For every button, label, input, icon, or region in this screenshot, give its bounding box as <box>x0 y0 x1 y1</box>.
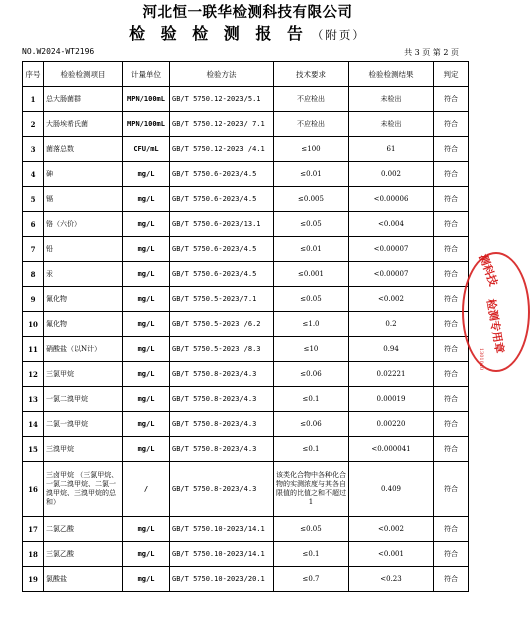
cell-verdict: 符合 <box>434 412 469 437</box>
cell-no: 16 <box>23 462 44 517</box>
cell-requirement: ≤10 <box>274 337 349 362</box>
cell-no: 13 <box>23 387 44 412</box>
cell-result: 未检出 <box>349 112 434 137</box>
col-header-method: 检验方法 <box>170 62 274 87</box>
cell-method: GB/T 5750.8-2023/4.3 <box>170 437 274 462</box>
cell-item: 氰化物 <box>44 287 123 312</box>
cell-item: 三溴甲烷 <box>44 437 123 462</box>
col-header-no: 序号 <box>23 62 44 87</box>
report-number: NO.W2024-WT2196 <box>22 47 95 56</box>
cell-verdict: 符合 <box>434 312 469 337</box>
cell-result: <0.001 <box>349 542 434 567</box>
cell-method: GB/T 5750.10-2023/14.1 <box>170 517 274 542</box>
cell-result: <0.23 <box>349 567 434 592</box>
cell-no: 3 <box>23 137 44 162</box>
cell-unit: mg/L <box>123 517 170 542</box>
cell-no: 19 <box>23 567 44 592</box>
cell-no: 17 <box>23 517 44 542</box>
cell-requirement: ≤0.7 <box>274 567 349 592</box>
cell-verdict: 符合 <box>434 517 469 542</box>
cell-no: 11 <box>23 337 44 362</box>
cell-result: <0.00007 <box>349 262 434 287</box>
seal-code: 1301040 <box>478 347 485 371</box>
cell-verdict: 符合 <box>434 287 469 312</box>
cell-item: 三氯甲烷 <box>44 362 123 387</box>
cell-method: GB/T 5750.10-2023/14.1 <box>170 542 274 567</box>
cell-method: GB/T 5750.12-2023/ 7.1 <box>170 112 274 137</box>
table-header-row <box>23 62 469 87</box>
cell-method: GB/T 5750.5-2023 /6.2 <box>170 312 274 337</box>
table-row <box>23 212 469 237</box>
cell-unit: / <box>123 462 170 517</box>
cell-result: 0.00019 <box>349 387 434 412</box>
cell-requirement: ≤1.0 <box>274 312 349 337</box>
cell-verdict: 符合 <box>434 162 469 187</box>
cell-verdict: 符合 <box>434 362 469 387</box>
cell-item: 总大肠菌群 <box>44 87 123 112</box>
cell-method: GB/T 5750.12-2023 /4.1 <box>170 137 274 162</box>
cell-verdict: 符合 <box>434 462 469 517</box>
cell-unit: mg/L <box>123 312 170 337</box>
cell-method: GB/T 5750.8-2023/4.3 <box>170 412 274 437</box>
cell-verdict: 符合 <box>434 542 469 567</box>
cell-result: 0.409 <box>349 462 434 517</box>
title-row <box>0 21 495 44</box>
cell-item: 砷 <box>44 162 123 187</box>
table-row <box>23 87 469 112</box>
cell-method: GB/T 5750.6-2023/4.5 <box>170 187 274 212</box>
table-row <box>23 567 469 592</box>
cell-requirement: ≤0.05 <box>274 287 349 312</box>
cell-unit: mg/L <box>123 437 170 462</box>
cell-method: GB/T 5750.8-2023/4.3 <box>170 362 274 387</box>
cell-unit: mg/L <box>123 567 170 592</box>
cell-verdict: 符合 <box>434 337 469 362</box>
cell-requirement: 该类化合物中各种化合物的实测浓度与其各自限值的比值之和不超过1 <box>274 462 349 517</box>
cell-item: 二氯乙酸 <box>44 517 123 542</box>
cell-item: 氯酸盐 <box>44 567 123 592</box>
table-row <box>23 362 469 387</box>
table-row <box>23 517 469 542</box>
table-row <box>23 337 469 362</box>
seal-text-top: 测科技 <box>476 252 500 288</box>
cell-unit: mg/L <box>123 412 170 437</box>
table-row <box>23 462 469 517</box>
cell-result: 未检出 <box>349 87 434 112</box>
cell-requirement: ≤0.01 <box>274 162 349 187</box>
cell-verdict: 符合 <box>434 237 469 262</box>
cell-no: 14 <box>23 412 44 437</box>
cell-item: 镉 <box>44 187 123 212</box>
cell-result: <0.002 <box>349 287 434 312</box>
table-row <box>23 112 469 137</box>
table-row <box>23 437 469 462</box>
cell-method: GB/T 5750.6-2023/4.5 <box>170 262 274 287</box>
cell-method: GB/T 5750.5-2023 /8.3 <box>170 337 274 362</box>
cell-unit: mg/L <box>123 387 170 412</box>
cell-result: 0.2 <box>349 312 434 337</box>
table-row <box>23 137 469 162</box>
cell-no: 7 <box>23 237 44 262</box>
cell-no: 15 <box>23 437 44 462</box>
cell-method: GB/T 5750.8-2023/4.3 <box>170 462 274 517</box>
cell-no: 1 <box>23 87 44 112</box>
cell-result: 61 <box>349 137 434 162</box>
cell-result: <0.000041 <box>349 437 434 462</box>
cell-requirement: ≤0.06 <box>274 362 349 387</box>
cell-requirement: ≤0.01 <box>274 237 349 262</box>
cell-result: <0.00006 <box>349 187 434 212</box>
cell-unit: MPN/100mL <box>123 87 170 112</box>
cell-verdict: 符合 <box>434 567 469 592</box>
cell-unit: MPN/100mL <box>123 112 170 137</box>
cell-method: GB/T 5750.5-2023/7.1 <box>170 287 274 312</box>
cell-item: 一氯二溴甲烷 <box>44 387 123 412</box>
cell-result: <0.004 <box>349 212 434 237</box>
table-row <box>23 387 469 412</box>
cell-unit: mg/L <box>123 187 170 212</box>
cell-verdict: 符合 <box>434 387 469 412</box>
cell-item: 硝酸盐（以N计） <box>44 337 123 362</box>
cell-unit: mg/L <box>123 287 170 312</box>
cell-requirement: ≤0.06 <box>274 412 349 437</box>
cell-verdict: 符合 <box>434 87 469 112</box>
cell-requirement: ≤0.05 <box>274 517 349 542</box>
cell-method: GB/T 5750.6-2023/4.5 <box>170 237 274 262</box>
cell-no: 5 <box>23 187 44 212</box>
col-header-item: 检验检测项目 <box>44 62 123 87</box>
table-body <box>23 87 469 592</box>
cell-verdict: 符合 <box>434 187 469 212</box>
cell-verdict: 符合 <box>434 212 469 237</box>
cell-unit: mg/L <box>123 237 170 262</box>
report-subtitle: （附页） <box>311 28 366 42</box>
table-row <box>23 262 469 287</box>
cell-requirement: 不应检出 <box>274 87 349 112</box>
cell-requirement: ≤0.1 <box>274 437 349 462</box>
cell-no: 6 <box>23 212 44 237</box>
results-table <box>22 61 469 592</box>
cell-method: GB/T 5750.6-2023/13.1 <box>170 212 274 237</box>
table-row <box>23 412 469 437</box>
table-row <box>23 287 469 312</box>
cell-unit: mg/L <box>123 212 170 237</box>
cell-requirement: ≤0.005 <box>274 187 349 212</box>
cell-method: GB/T 5750.10-2023/20.1 <box>170 567 274 592</box>
cell-unit: mg/L <box>123 262 170 287</box>
cell-no: 9 <box>23 287 44 312</box>
cell-method: GB/T 5750.6-2023/4.5 <box>170 162 274 187</box>
cell-verdict: 符合 <box>434 137 469 162</box>
report-title: 检 验 检 测 报 告 <box>129 24 308 43</box>
cell-requirement: ≤0.001 <box>274 262 349 287</box>
cell-unit: CFU/mL <box>123 137 170 162</box>
company-name: 河北恒一联华检测科技有限公司 <box>142 4 353 21</box>
table-row <box>23 312 469 337</box>
cell-method: GB/T 5750.12-2023/5.1 <box>170 87 274 112</box>
cell-no: 10 <box>23 312 44 337</box>
cell-requirement: ≤100 <box>274 137 349 162</box>
cell-method: GB/T 5750.8-2023/4.3 <box>170 387 274 412</box>
col-header-result: 检验检测结果 <box>349 62 434 87</box>
cell-item: 二氯一溴甲烷 <box>44 412 123 437</box>
cell-item: 氟化物 <box>44 312 123 337</box>
cell-unit: mg/L <box>123 162 170 187</box>
cell-item: 大肠埃希氏菌 <box>44 112 123 137</box>
cell-result: 0.002 <box>349 162 434 187</box>
cell-result: <0.002 <box>349 517 434 542</box>
cell-result: 0.94 <box>349 337 434 362</box>
table-row <box>23 237 469 262</box>
cell-item: 三氯乙酸 <box>44 542 123 567</box>
cell-result: <0.00007 <box>349 237 434 262</box>
cell-unit: mg/L <box>123 362 170 387</box>
table-row <box>23 162 469 187</box>
seal-text-mid: 检测专用章 <box>483 297 507 355</box>
cell-verdict: 符合 <box>434 437 469 462</box>
cell-item: 铅 <box>44 237 123 262</box>
cell-requirement: ≤0.1 <box>274 542 349 567</box>
cell-requirement: ≤0.1 <box>274 387 349 412</box>
cell-requirement: ≤0.05 <box>274 212 349 237</box>
cell-item: 菌落总数 <box>44 137 123 162</box>
cell-result: 0.02221 <box>349 362 434 387</box>
table-row <box>23 187 469 212</box>
cell-verdict: 符合 <box>434 112 469 137</box>
cell-requirement: 不应检出 <box>274 112 349 137</box>
cell-no: 2 <box>23 112 44 137</box>
cell-result: 0.00220 <box>349 412 434 437</box>
cell-item: 三卤甲烷 （三氯甲烷、一氯二溴甲烷、二氯一溴甲烷、三溴甲烷的总和） <box>44 462 123 517</box>
cell-item: 铬（六价） <box>44 212 123 237</box>
cell-no: 4 <box>23 162 44 187</box>
cell-item: 汞 <box>44 262 123 287</box>
cell-unit: mg/L <box>123 337 170 362</box>
col-header-unit: 计量单位 <box>123 62 170 87</box>
col-header-verdict: 判定 <box>434 62 469 87</box>
page-info: 共 3 页 第 2 页 <box>404 48 459 57</box>
cell-no: 12 <box>23 362 44 387</box>
cell-no: 18 <box>23 542 44 567</box>
col-header-req: 技术要求 <box>274 62 349 87</box>
cell-unit: mg/L <box>123 542 170 567</box>
table-row <box>23 542 469 567</box>
cell-verdict: 符合 <box>434 262 469 287</box>
cell-no: 8 <box>23 262 44 287</box>
